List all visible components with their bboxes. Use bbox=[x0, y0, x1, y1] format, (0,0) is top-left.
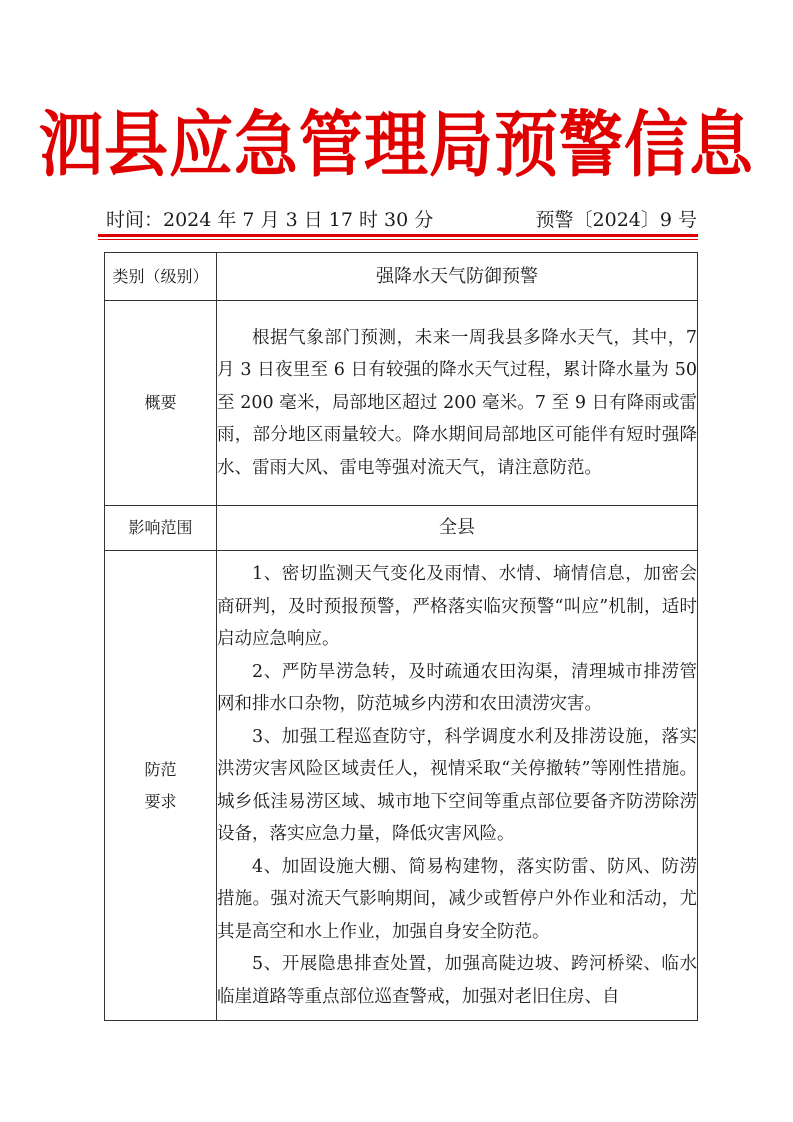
document-number: 预警〔2024〕9 号 bbox=[535, 209, 697, 231]
requirement-item: 5、开展隐患排查处置，加强高陡边坡、跨河桥梁、临水临崖道路等重点部位巡查警戒，加强对老旧住房、自 bbox=[217, 954, 697, 1007]
summary-cell bbox=[217, 301, 698, 506]
summary-label: 概要 bbox=[105, 301, 217, 506]
requirement-item: 4、加固设施大棚、简易构建物，落实防雷、防风、防涝措施。强对流天气影响期间，减少或暂停户外作业和活动，尤其是高空和水上作业，加强自身安全防范。 bbox=[217, 856, 697, 942]
requirement-item: 3、加强工程巡查防守，科学调度水利及排涝设施，落实洪涝灾害风险区域责任人，视情采取“关停撤转”等刚性措施。城乡低洼易涝区域、城市地下空间等重点部位要备齐防涝除涝设备，落实应急力量，降低灾害风险。 bbox=[217, 726, 697, 844]
table-row-scope bbox=[105, 506, 698, 551]
requirements-label-line1: 防范 bbox=[144, 759, 177, 779]
requirements-cell bbox=[217, 551, 698, 1021]
warning-info-table bbox=[104, 252, 698, 1021]
red-divider-thin bbox=[98, 239, 698, 240]
issue-time: 时间：2024 年 7 月 3 日 17 时 30 分 bbox=[106, 209, 434, 231]
summary-text: 根据气象部门预测，未来一周我县多降水天气，其中，7 月 3 日夜里至 6 日有较强的降水天气过程，累计降水量为 50 至 200 毫米，局部地区超过 200 毫米。7 至 9 日有降雨或雷雨，部分地区雨量较大。降水期间局部地区可能伴有短时强降水、雷雨大风、雷电等强对流天气，请注意防范。 bbox=[217, 327, 697, 478]
requirement-item: 1、密切监测天气变化及雨情、水情、墒情信息，加密会商研判，及时预报预警，严格落实临灾预警“叫应”机制，适时启动应急响应。 bbox=[217, 564, 697, 649]
category-value: 强降水天气防御预警 bbox=[217, 253, 698, 301]
scope-value: 全县 bbox=[217, 506, 698, 551]
requirements-label-line2: 要求 bbox=[144, 791, 177, 811]
table-row-category bbox=[105, 253, 698, 301]
red-divider-thick bbox=[98, 234, 698, 237]
requirements-label bbox=[105, 551, 217, 1021]
document-title: 泗县应急管理局预警信息 bbox=[39, 103, 754, 188]
category-label: 类别（级别） bbox=[105, 253, 217, 301]
table-row-summary bbox=[105, 301, 698, 506]
table-row-requirements bbox=[105, 551, 698, 1021]
scope-label: 影响范围 bbox=[105, 506, 217, 551]
requirement-item: 2、严防旱涝急转，及时疏通农田沟渠，清理城市排涝管网和排水口杂物，防范城乡内涝和农田渍涝灾害。 bbox=[217, 661, 697, 714]
